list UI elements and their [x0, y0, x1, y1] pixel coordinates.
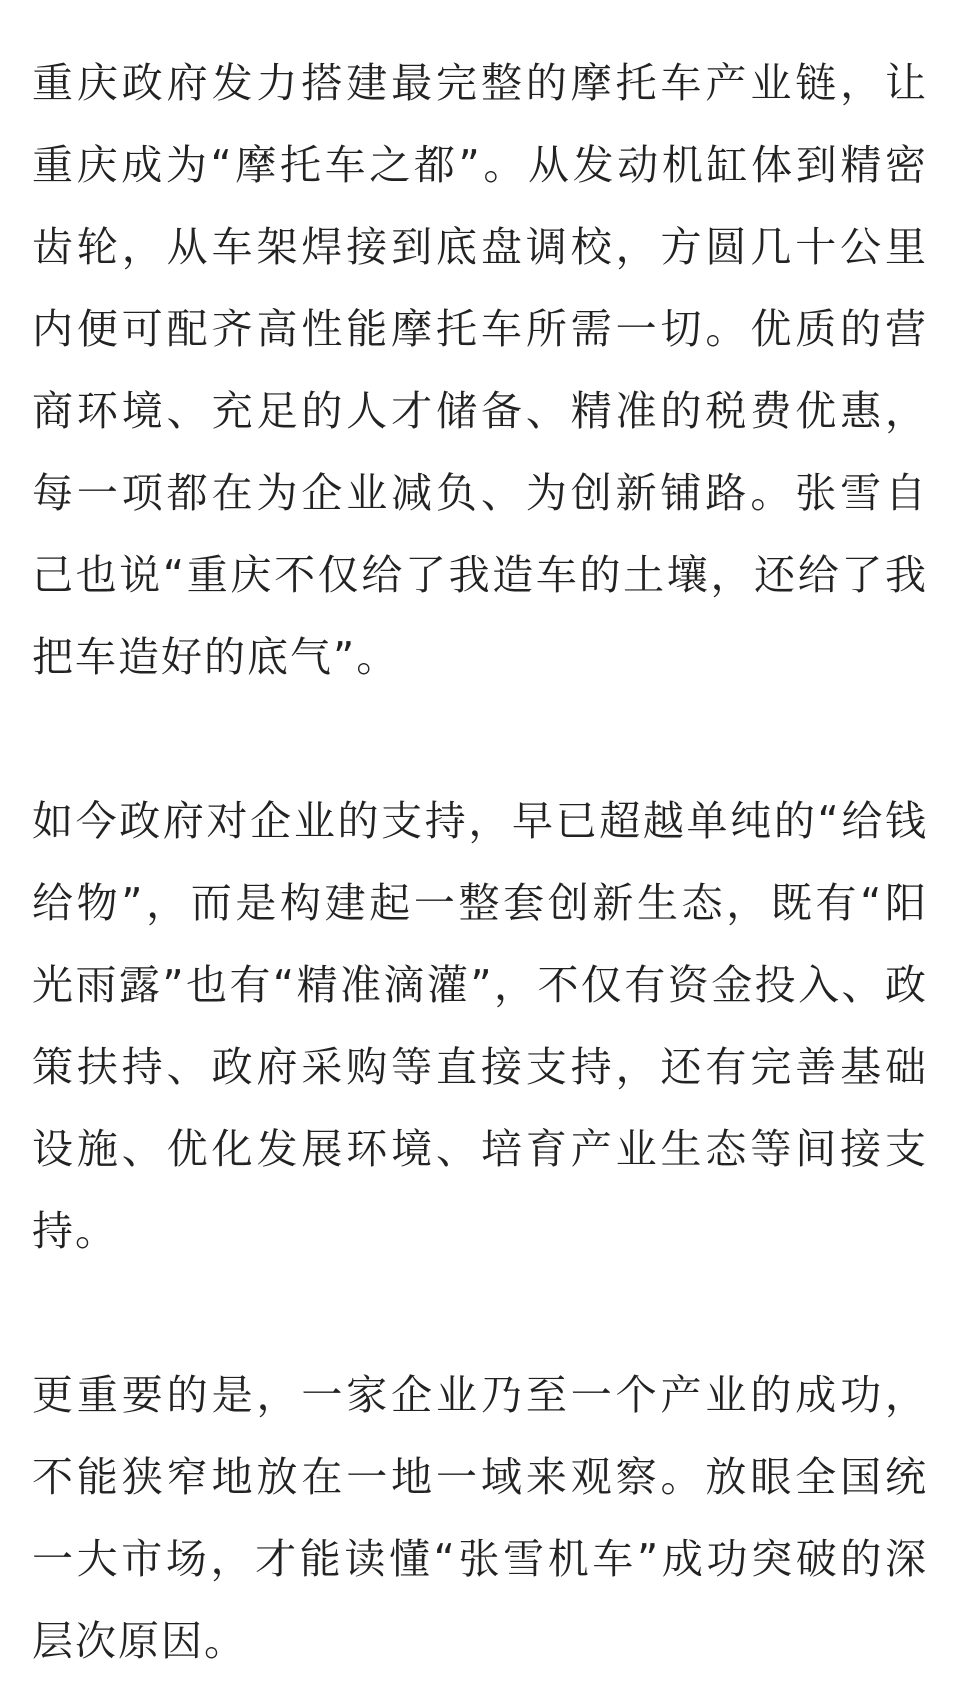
paragraph-1: 重庆政府发力搭建最完整的摩托车产业链，让重庆成为“摩托车之都”。从发动机缸体到精密齿轮，从车架焊接到底盘调校，方圆几十公里内便可配齐高性能摩托车所需一切。优质的营商环境、充足的人才储备、精准的税费优惠，每一项都在为企业减负、为创新铺路。张雪自己也说“重庆不仅给了我造车的土壤，还给了我把车造好的底气”。 [32, 59, 928, 681]
paragraph-3: 更重要的是，一家企业乃至一个产业的成功，不能狭窄地放在一地一域来观察。放眼全国统一大市场，才能读懂“张雪机车”成功突破的深层次原因。 [32, 1371, 928, 1665]
article-body [32, 42, 928, 1682]
paragraph-2: 如今政府对企业的支持，早已超越单纯的“给钱给物”，而是构建起一整套创新生态，既有“阳光雨露”也有“精准滴灌”，不仅有资金投入、政策扶持、政府采购等直接支持，还有完善基础设施、优化发展环境、培育产业生态等间接支持。 [32, 797, 928, 1255]
